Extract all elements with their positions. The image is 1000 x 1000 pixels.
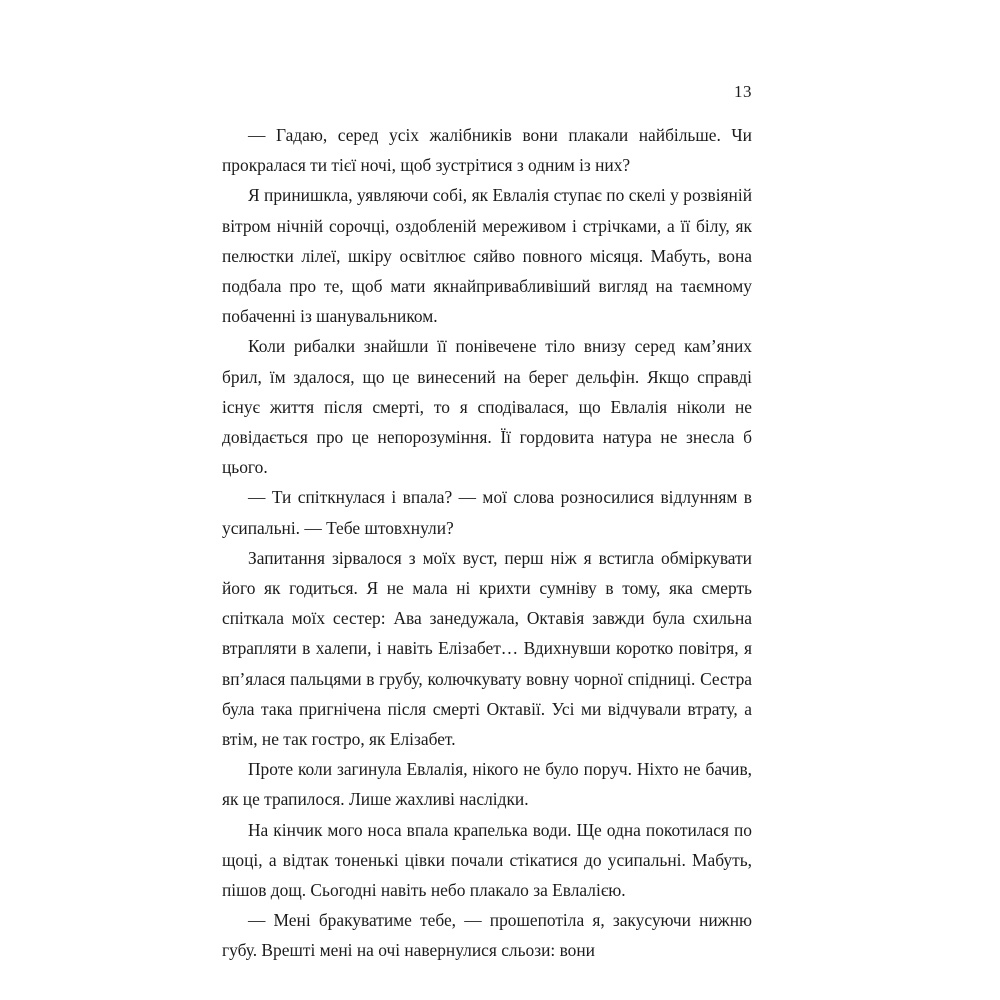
paragraph: — Ти спіткнулася і впала? — мої слова розносилися відлунням в усипальні. — Тебе штовхнули?: [222, 487, 752, 538]
body-text: [222, 120, 752, 966]
paragraph: Коли рибалки знайшли її понівечене тіло внизу серед кам’яних брил, їм здалося, що це винесений на берег дельфін. Якщо справді існує життя після смерті, то я сподівалася, що Евлалія ніколи не довідається про це непорозуміння. Її гордовита натура не знесла б цього.: [222, 336, 752, 478]
paragraph: Запитання зірвалося з моїх вуст, перш ніж я встигла обміркувати його як годиться. Я не мала ні крихти сумніву в тому, яка смерть спіткала моїх сестер: Ава занедужала, Октавія завжди була схильна втрапляти в халепи, і навіть Елізабет… Вдихнувши коротко повітря, я вп’ялася пальцями в грубу, колючкувату вовну чорної спідниці. Сестра була така пригнічена після смерті Октавії. Усі ми відчували втрату, а втім, не так гостро, як Елізабет.: [222, 547, 752, 750]
paragraph: Я принишкла, уявляючи собі, як Евлалія ступає по скелі у розвіяній вітром нічній сорочці, оздобленій мереживом і стрічками, а її білу, як пелюстки лілеї, шкіру освітлює сяйво повного місяця. Мабуть, вона подбала про те, щоб мати якнайпривабливіший вигляд на таємному побаченні із шанувальником.: [222, 185, 752, 327]
paragraph: На кінчик мого носа впала крапелька води. Ще одна покотилася по щоці, а відтак тоненькі цівки почали стікатися до усипальні. Мабуть, пішов дощ. Сьогодні навіть небо плакало за Евлалією.: [222, 819, 752, 901]
page-number: 13: [734, 82, 752, 101]
paragraph: — Гадаю, серед усіх жалібників вони плакали найбільше. Чи прокралася ти тієї ночі, щоб зустрітися з одним із них?: [222, 125, 752, 176]
paragraph: — Мені бракуватиме тебе, — прошепотіла я, закусуючи нижню губу. Врешті мені на очі навернулися сльози: вони: [222, 910, 752, 961]
paragraph: Проте коли загинула Евлалія, нікого не було поруч. Ніхто не бачив, як це трапилося. Лише жахливі наслідки.: [222, 759, 752, 810]
